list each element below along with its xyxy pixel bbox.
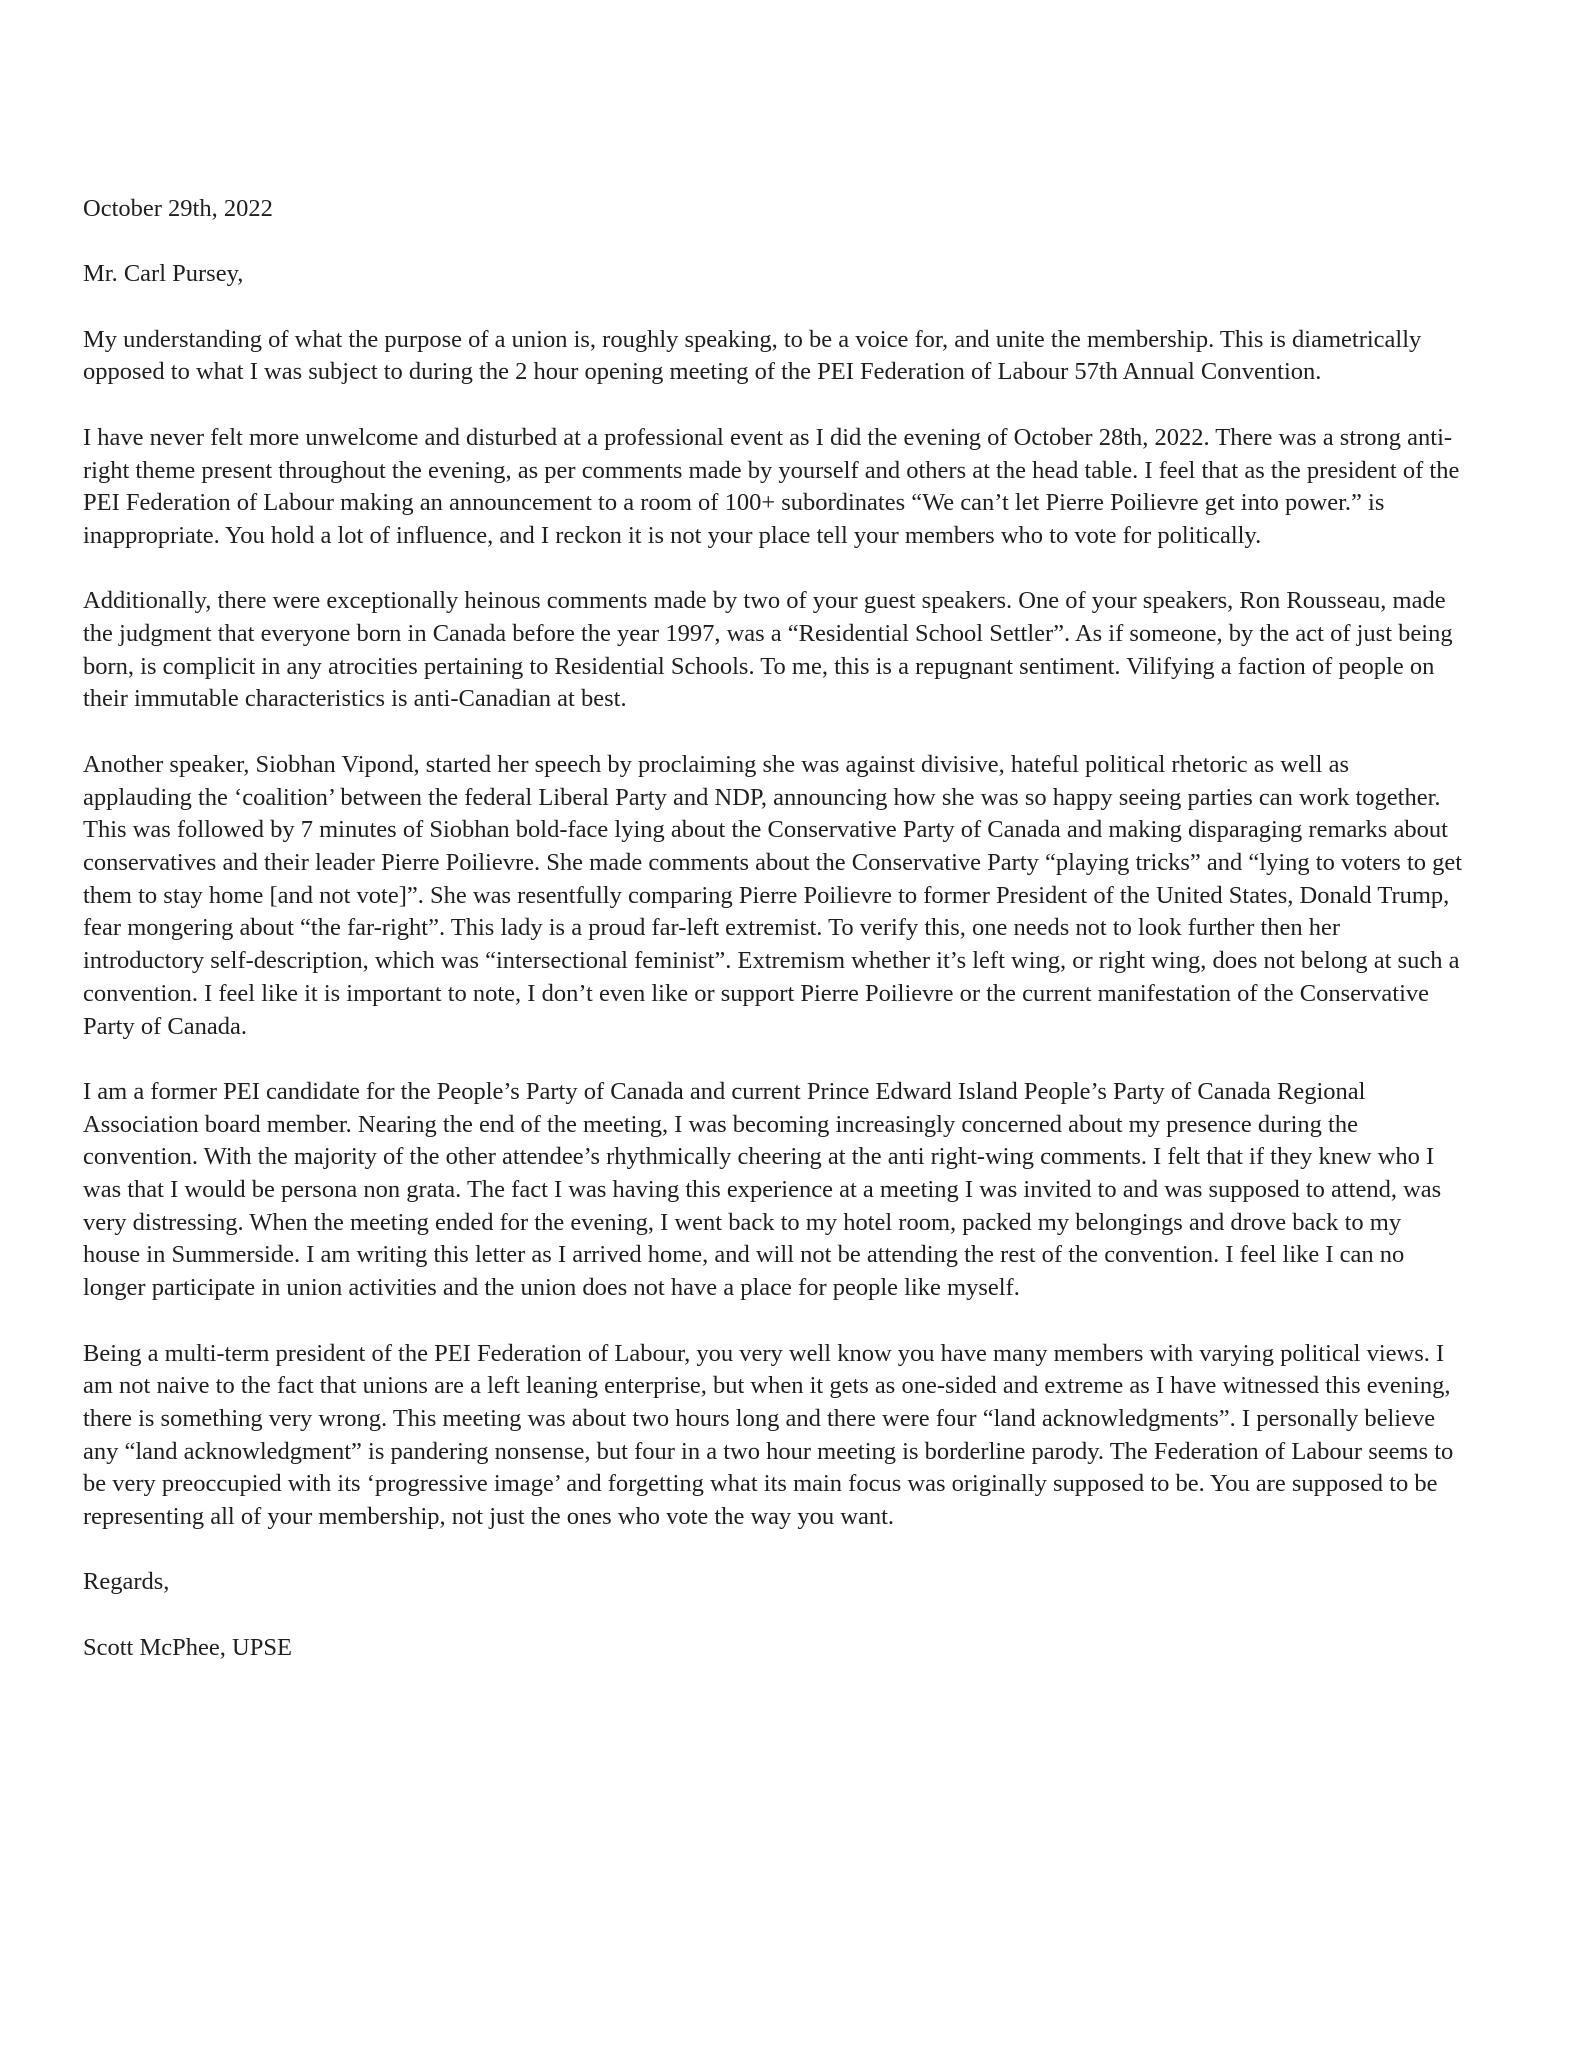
letter-paragraph-1: My understanding of what the purpose of a union is, roughly speaking, to be a voice for, and unite the membership. This is diametrically opposed to what I was subject to during the 2 hour opening meeting of the PEI Federation of Labour 57th Annual Convention. bbox=[83, 325, 1422, 386]
letter-signature: Scott McPhee, UPSE bbox=[83, 1633, 292, 1661]
letter-closing: Regards, bbox=[83, 1568, 170, 1596]
letter-paragraph-5: I am a former PEI candidate for the People’s Party of Canada and current Prince Edward Island People’s Party of Canada Regional Association board member. Nearing the end of the meeting, I was becoming increasingly concerned about my presence during the convention. With the majority of the other attendee’s rhythmically cheering at the anti right-wing comments. I felt that if they knew who I was that I would be persona non grata. The fact I was having this experience at a meeting I was invited to and was supposed to attend, was very distressing. When the meeting ended for the evening, I went back to my hotel room, packed my belongings and drove back to my house in Summerside. I am writing this letter as I arrived home, and will not be attending the rest of the convention. I feel like I can no longer participate in union activities and the union does not have a place for people like myself. bbox=[83, 1077, 1442, 1302]
letter-page bbox=[83, 193, 1463, 1697]
letter-paragraph-4: Another speaker, Siobhan Vipond, started her speech by proclaiming she was against divisive, hateful political rhetoric as well as applauding the ‘coalition’ between the federal Liberal Party and NDP, announcing how she was so happy seeing parties can work together. This was followed by 7 minutes of Siobhan bold-face lying about the Conservative Party of Canada and making disparaging remarks about conservatives and their leader Pierre Poilievre. She made comments about the Conservative Party “playing tricks” and “lying to voters to get them to stay home [and not vote]”. She was resentfully comparing Pierre Poilievre to former President of the United States, Donald Trump, fear mongering about “the far-right”. This lady is a proud far-left extremist. To verify this, one needs not to look further then her introductory self-description, which was “intersectional feminist”. Extremism whether it’s left wing, or right wing, does not belong at such a convention. I feel like it is important to note, I don’t even like or support Pierre Poilievre or the current manifestation of the Conservative Party of Canada. bbox=[83, 750, 1463, 1040]
letter-paragraph-2: I have never felt more unwelcome and disturbed at a professional event as I did the evening of October 28th, 2022. There was a strong anti-right theme present throughout the evening, as per comments made by yourself and others at the head table. I feel that as the president of the PEI Federation of Labour making an announcement to a room of 100+ subordinates “We can’t let Pierre Poilievre get into power.” is inappropriate. You hold a lot of influence, and I reckon it is not your place tell your members who to vote for politically. bbox=[83, 423, 1460, 549]
letter-date: October 29th, 2022 bbox=[83, 195, 273, 222]
letter-paragraph-3: Additionally, there were exceptionally heinous comments made by two of your guest speakers. One of your speakers, Ron Rousseau, made the judgment that everyone born in Canada before the year 1997, was a “Residential School Settler”. As if someone, by the act of just being born, is complicit in any atrocities pertaining to Residential Schools. To me, this is a repugnant sentiment. Vilifying a faction of people on their immutable characteristics is anti-Canadian at best. bbox=[83, 587, 1453, 713]
letter-paragraph-6: Being a multi-term president of the PEI Federation of Labour, you very well know you have many members with varying political views. I am not naive to the fact that unions are a left leaning enterprise, but when it gets as one-sided and extreme as I have witnessed this evening, there is something very wrong. This meeting was about two hours long and there were four “land acknowledgments”. I personally believe any “land acknowledgment” is pandering nonsense, but four in a two hour meeting is borderline parody. The Federation of Labour seems to be very preoccupied with its ‘progressive image’ and forgetting what its main focus was originally supposed to be. You are supposed to be representing all of your membership, not just the ones who vote the way you want. bbox=[83, 1339, 1454, 1531]
letter-salutation: Mr. Carl Pursey, bbox=[83, 260, 244, 288]
